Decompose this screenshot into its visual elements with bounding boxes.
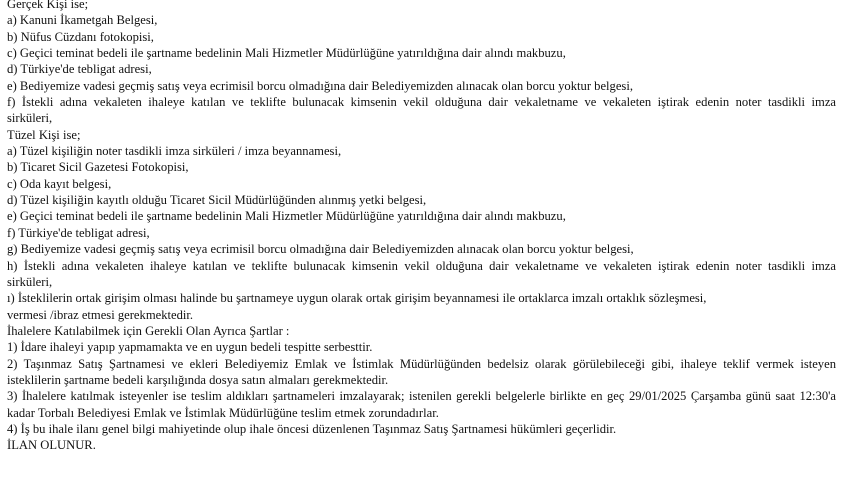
text-line: İLAN OLUNUR. [7,438,96,453]
text-line: Tüzel Kişi ise; [7,127,81,142]
text-line: 2) Taşınmaz Satış Şartnamesi ve ekleri Belediyemiz Emlak ve İstimlak Müdürlüğünden bedelsiz olarak görülebileceği gibi, ihaleye teklif vermek isteyen [7,356,836,371]
text-line: a) Tüzel kişiliğin noter tasdikli imza sirküleri / imza beyannamesi, [7,144,342,159]
text-line: İhalelere Katılabilmek için Gerekli Olan Ayrıca Şartlar : [7,323,290,338]
text-line: h) İstekli adına vekaleten ihaleye katılan ve teklifte bulunacak kimsenin vekil olduğuna dair vekaletname ve vekaleten iştirak edenin noter tasdikli imza [7,258,836,273]
text-line: a) Kanuni İkametgah Belgesi, [7,13,158,28]
text-line: e) Bediyemize vadesi geçmiş satış veya ecrimisil borcu olmadığına dair Belediyemizden alınacak olan borcu yoktur belgesi, [7,78,633,93]
text-line: b) Ticaret Sicil Gazetesi Fotokopisi, [7,160,189,175]
text-line: c) Oda kayıt belgesi, [7,176,112,191]
text-line: f) İstekli adına vekaleten ihaleye katılan ve teklifte bulunacak kimsenin vekil olduğuna dair vekaletname ve vekaleten iştirak edenin noter tasdikli imza [7,95,836,110]
text-line: f) Türkiye'de tebligat adresi, [7,225,150,240]
text-line: 1) İdare ihaleyi yapıp yapmamakta ve en uygun bedeli tespitte serbesttir. [7,340,373,355]
text-line: kadar Torbalı Belediyesi Emlak ve İstimlak Müdürlüğüne teslim etmek zorundadırlar. [7,405,439,420]
text-line: d) Türkiye'de tebligat adresi, [7,62,152,77]
text-line: ı) İsteklilerin ortak girişim olması halinde bu şartnameye uygun olarak ortak girişim beyannamesi ile ortaklarca imzalı ortaklık sözleşmesi, [7,291,707,306]
text-line: sirküleri, [7,274,53,289]
text-line: 3) İhalelere katılmak isteyenler ise teslim aldıkları şartnameleri imzalayarak; istenilen gerekli belgelerle birlikte en geç 29/01/2025 Çarşamba günü saat 12:30'a [7,389,836,404]
text-line: isteklilerin şartname bedeli karşılığında dosya satın almaları gerekmektedir. [7,372,389,387]
text-line: sirküleri, [7,111,53,126]
text-line: vermesi /ibraz etmesi gerekmektedir. [7,307,194,322]
text-line: e) Geçici teminat bedeli ile şartname bedelinin Mali Hizmetler Müdürlüğüne yatırıldığına dair alındı makbuzu, [7,209,566,224]
text-line: d) Tüzel kişiliğin kayıtlı olduğu Ticaret Sicil Müdürlüğünden alınmış yetki belgesi, [7,193,427,208]
text-line: c) Geçici teminat bedeli ile şartname bedelinin Mali Hizmetler Müdürlüğüne yatırıldığına dair alındı makbuzu, [7,46,566,61]
text-line: Gerçek Kişi ise; [7,0,89,11]
text-line: b) Nüfus Cüzdanı fotokopisi, [7,29,154,44]
text-line: g) Bediyemize vadesi geçmiş satış veya ecrimisil borcu olmadığına dair Belediyemizden alınacak olan borcu yoktur belgesi, [7,242,634,257]
text-line: 4) İş bu ihale ilanı genel bilgi mahiyetinde olup ihale öncesi düzenlenen Taşınmaz Satış Şartnamesi hükümleri geçerlidir. [7,421,617,436]
